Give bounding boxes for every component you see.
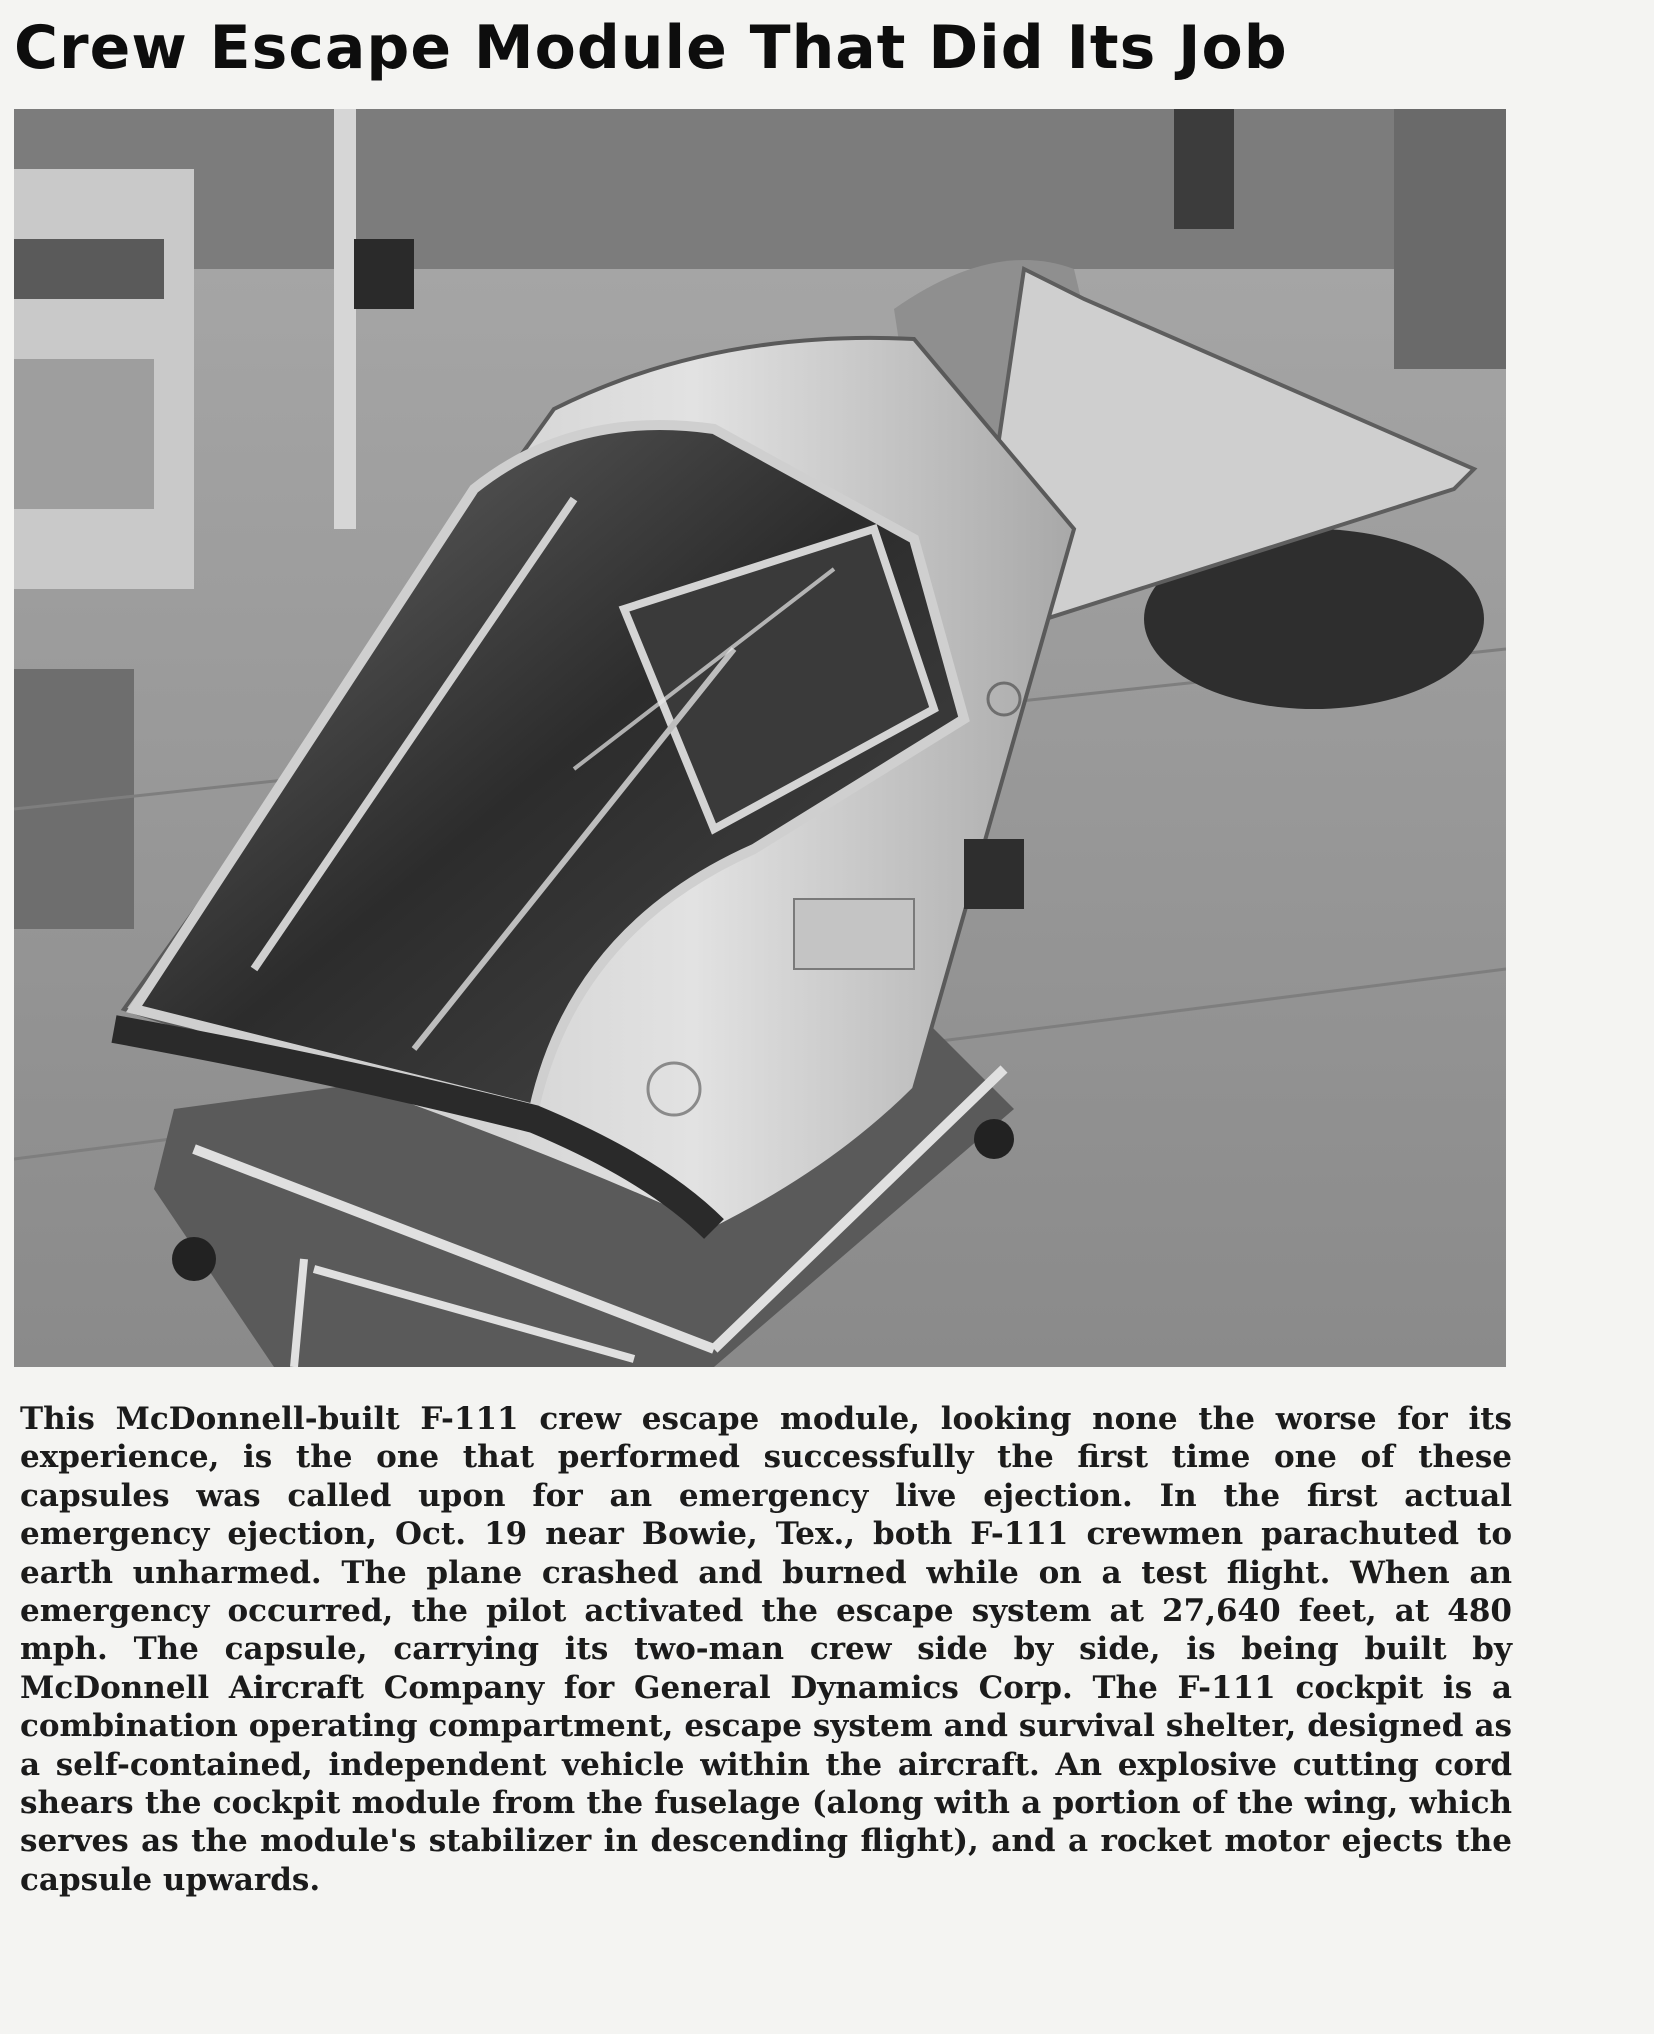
photo-caption: This McDonnell-built F-111 crew escape module, looking none the worse for its experience, is the one that performed successfully the first time one of these capsules was called upon for an emergency live ejection. In the first actual emergency ejection, Oct. 19 near Bowie, Tex., both F-111 crewmen parachuted to earth unharmed. The plane crashed and burned while on a test flight. When an emergency occurred, the pilot activated the escape system at 27,640 feet, at 480 mph. The capsule, carrying its two-man crew side by side, is being built by McDonnell Aircraft Company for General Dynamics Corp. The F-111 cockpit is a combination operating compartment, escape system and survival shelter, designed as a self-contained, independent vehicle within the aircraft. An explosive cutting cord shears the cockpit module from the fuselage (along with a portion of the wing, which serves as the module's stabilizer in descending flight), and a rocket motor ejects the capsule upwards.	[20, 1401, 1512, 1898]
escape-module-photo	[14, 109, 1506, 1367]
page-title: Crew Escape Module That Did Its Job	[14, 13, 1288, 83]
